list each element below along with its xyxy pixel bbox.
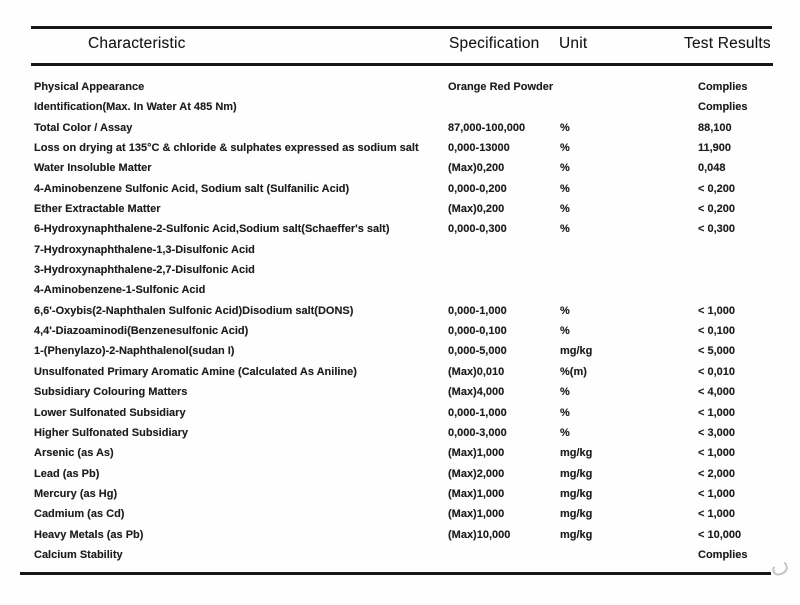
cell-test-result: < 4,000 xyxy=(698,386,736,399)
cell-characteristic: Water Insoluble Matter xyxy=(34,162,152,175)
cell-specification: 0,000-0,200 xyxy=(448,182,507,195)
cell-test-result: < 5,000 xyxy=(698,345,736,358)
table-header-row xyxy=(0,35,800,59)
table-row xyxy=(0,423,800,443)
cell-characteristic: 4,4'-Diazoaminodi(Benzenesulfonic Acid) xyxy=(34,325,249,338)
cell-test-result: < 1,000 xyxy=(698,406,736,419)
cell-unit: mg/kg xyxy=(560,467,593,480)
cell-specification: (Max)1,000 xyxy=(448,508,505,521)
cell-test-result: < 0,010 xyxy=(698,365,736,378)
cell-characteristic: Subsidiary Colouring Matters xyxy=(34,386,188,399)
table-row xyxy=(0,321,800,341)
cell-characteristic: Arsenic (as As) xyxy=(34,447,114,460)
cell-characteristic: Mercury (as Hg) xyxy=(34,487,118,500)
cell-test-result: < 1,000 xyxy=(698,304,736,317)
cell-specification: (Max)0,200 xyxy=(448,203,505,216)
cell-test-result: < 1,000 xyxy=(698,508,736,521)
cell-test-result: 11,900 xyxy=(698,142,732,155)
cell-characteristic: Total Color / Assay xyxy=(34,121,133,134)
cell-test-result: < 0,300 xyxy=(698,223,736,236)
table-row xyxy=(0,301,800,321)
table-row xyxy=(0,382,800,402)
column-header-characteristic: Characteristic xyxy=(88,35,186,52)
cell-characteristic: Physical Appearance xyxy=(34,81,145,93)
cell-characteristic: Calcium Stability xyxy=(34,548,123,561)
cell-unit: % xyxy=(560,162,570,175)
cell-test-result: Complies xyxy=(698,81,748,93)
cell-characteristic: Identification(Max. In Water At 485 Nm) xyxy=(34,101,237,114)
cell-characteristic: 4-Aminobenzene-1-Sulfonic Acid xyxy=(34,284,206,297)
cell-test-result: < 0,200 xyxy=(698,182,736,195)
cell-test-result: < 0,100 xyxy=(698,325,736,338)
table-row xyxy=(0,525,800,545)
cell-specification: Orange Red Powder xyxy=(448,81,554,93)
table-row xyxy=(0,77,800,97)
cell-specification: 0,000-0,300 xyxy=(448,223,507,236)
cell-specification: 0,000-0,100 xyxy=(448,325,507,338)
table-row xyxy=(0,219,800,239)
cell-specification: (Max)0,200 xyxy=(448,162,505,175)
table-row xyxy=(0,138,800,158)
table-row xyxy=(0,199,800,219)
cell-characteristic: Lead (as Pb) xyxy=(34,467,100,480)
cell-characteristic: 7-Hydroxynaphthalene-1,3-Disulfonic Acid xyxy=(34,243,255,256)
cell-specification: 0,000-1,000 xyxy=(448,406,507,419)
cell-specification: 0,000-1,000 xyxy=(448,304,507,317)
cell-specification: (Max)1,000 xyxy=(448,447,505,460)
cell-unit: mg/kg xyxy=(560,528,593,541)
cell-unit: mg/kg xyxy=(560,487,593,500)
table-row xyxy=(0,240,800,260)
cell-test-result: Complies xyxy=(698,101,748,114)
cell-test-result: 0,048 xyxy=(698,162,726,175)
table-row xyxy=(0,403,800,423)
cell-test-result: < 0,200 xyxy=(698,203,736,216)
cell-characteristic: 3-Hydroxynaphthalene-2,7-Disulfonic Acid xyxy=(34,264,255,277)
cell-unit: % xyxy=(560,325,570,338)
cell-test-result: < 10,000 xyxy=(698,528,742,541)
cell-test-result: Complies xyxy=(698,548,748,561)
cell-characteristic: 1-(Phenylazo)-2-Naphthalenol(sudan I) xyxy=(34,345,235,358)
table-row xyxy=(0,118,800,138)
cell-characteristic: Ether Extractable Matter xyxy=(34,203,161,216)
table-row xyxy=(0,464,800,484)
cell-unit: %(m) xyxy=(560,365,587,378)
cell-characteristic: Higher Sulfonated Subsidiary xyxy=(34,426,189,439)
cell-unit: % xyxy=(560,406,570,419)
cell-specification: (Max)0,010 xyxy=(448,365,505,378)
cell-unit: % xyxy=(560,203,570,216)
cell-characteristic: 6,6'-Oxybis(2-Naphthalen Sulfonic Acid)Disodium salt(DONS) xyxy=(34,304,354,317)
cell-characteristic: Heavy Metals (as Pb) xyxy=(34,528,144,541)
table-row xyxy=(0,158,800,178)
table-top-rule xyxy=(31,26,772,29)
cell-unit: % xyxy=(560,386,570,399)
table-row xyxy=(0,504,800,524)
cell-characteristic: Lower Sulfonated Subsidiary xyxy=(34,406,186,419)
table-row xyxy=(0,260,800,280)
cell-test-result: < 2,000 xyxy=(698,467,736,480)
column-header-unit: Unit xyxy=(559,35,588,52)
cell-specification: 0,000-3,000 xyxy=(448,426,507,439)
cell-specification: 0,000-5,000 xyxy=(448,345,507,358)
cell-characteristic: Unsulfonated Primary Aromatic Amine (Calculated As Aniline) xyxy=(34,365,357,378)
cell-test-result: < 3,000 xyxy=(698,426,736,439)
table-row xyxy=(0,97,800,117)
cell-unit: mg/kg xyxy=(560,345,593,358)
cell-unit: % xyxy=(560,304,570,317)
cell-unit: mg/kg xyxy=(560,447,593,460)
cell-specification: (Max)4,000 xyxy=(448,386,505,399)
table-row xyxy=(0,280,800,300)
cell-characteristic: 6-Hydroxynaphthalene-2-Sulfonic Acid,Sodium salt(Schaeffer's salt) xyxy=(34,223,390,236)
table-body xyxy=(0,77,800,565)
cell-test-result: < 1,000 xyxy=(698,447,736,460)
cell-unit: % xyxy=(560,142,570,155)
table-row xyxy=(0,443,800,463)
table-row xyxy=(0,341,800,361)
cell-characteristic: Cadmium (as Cd) xyxy=(34,508,125,521)
cell-specification: 87,000-100,000 xyxy=(448,121,526,134)
cell-characteristic: 4-Aminobenzene Sulfonic Acid, Sodium salt (Sulfanilic Acid) xyxy=(34,182,350,195)
cell-unit: mg/kg xyxy=(560,508,593,521)
cell-unit: % xyxy=(560,426,570,439)
cell-unit: % xyxy=(560,182,570,195)
cell-specification: 0,000-13000 xyxy=(448,142,510,155)
cell-unit: % xyxy=(560,223,570,236)
cell-specification: (Max)2,000 xyxy=(448,467,505,480)
table-row xyxy=(0,484,800,504)
cell-unit: % xyxy=(560,121,570,134)
cell-test-result: < 1,000 xyxy=(698,487,736,500)
cell-specification: (Max)1,000 xyxy=(448,487,505,500)
table-bottom-rule xyxy=(20,572,771,575)
table-row xyxy=(0,362,800,382)
table-header-rule xyxy=(31,63,773,66)
cell-test-result: 88,100 xyxy=(698,121,732,134)
table-row xyxy=(0,179,800,199)
cell-specification: (Max)10,000 xyxy=(448,528,511,541)
column-header-test-results: Test Results xyxy=(684,35,771,52)
column-header-specification: Specification xyxy=(449,35,540,52)
cell-characteristic: Loss on drying at 135°C & chloride & sulphates expressed as sodium salt xyxy=(34,142,419,155)
table-row xyxy=(0,545,800,565)
